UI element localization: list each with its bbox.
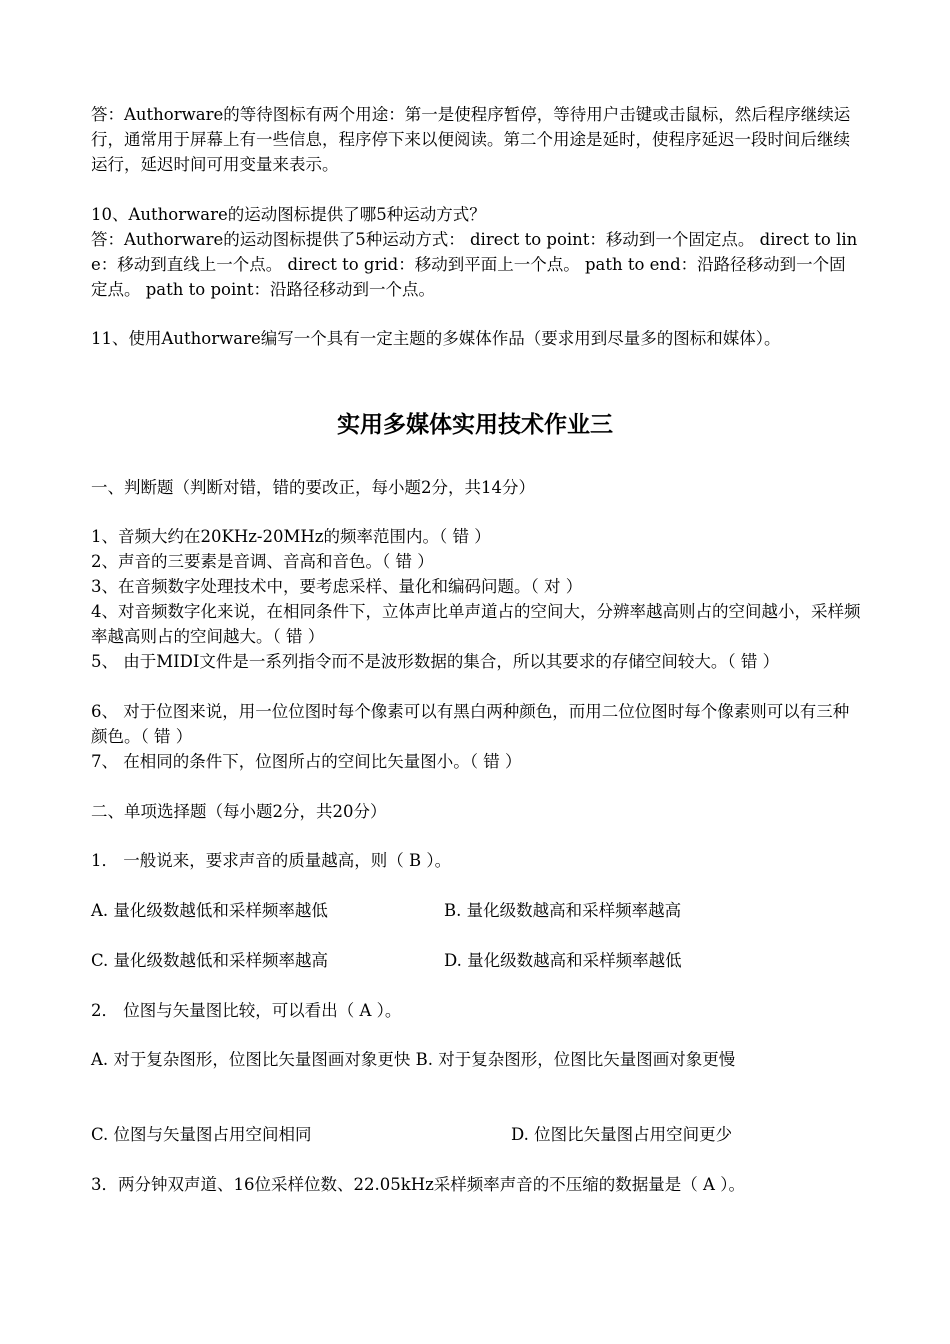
mc-q3-stem: 3．两分钟双声道、16位采样位数、22.05kHz采样频率声音的不压缩的数据量是（ A ）。 <box>91 1175 745 1194</box>
mc-q2-option-d: D. 位图比矢量图占用空间更少 <box>511 1125 733 1144</box>
part2-heading: 二、单项选择题（每小题2分，共20分） <box>91 802 387 821</box>
question-10: 10、Authorware的运动图标提供了哪5种运动方式？ <box>91 205 486 224</box>
mc-q1-option-a: A. 量化级数越低和采样频率越低 <box>91 901 328 920</box>
mc-q1-stem: 1． 一般说来，要求声音的质量越高，则（ B ）。 <box>91 851 452 870</box>
part1-heading: 一、判断题（判断对错，错的要改正，每小题2分，共14分） <box>91 478 535 497</box>
mc-q2-stem: 2． 位图与矢量图比较，可以看出（ A ）。 <box>91 1001 402 1020</box>
page-title: 实用多媒体实用技术作业三 <box>337 411 613 438</box>
tf-item-1: 1、音频大约在20KHz-20MHz的频率范围内。（ 错 ） <box>91 527 491 546</box>
tf-item-4: 4、对音频数字化来说，在相同条件下，立体声比单声道占的空间大，分辨率越高则占的空间越小，采样频率越高则占的空间越大。（ 错 ） <box>91 602 861 646</box>
tf-item-5: 5、 由于MIDI文件是一系列指令而不是波形数据的集合，所以其要求的存储空间较大。（ 错 ） <box>91 652 780 671</box>
answer-10: 答：Authorware的运动图标提供了5种运动方式： direct to point：移动到一个固定点。 direct to line：移动到直线上一个点。 direct to grid：移动到平面上一个点。 path to end：沿路径移动到一个固定点。 path to point：沿路径移动到一个点。 <box>91 230 858 299</box>
mc-q2-options-ab: A. 对于复杂图形，位图比矢量图画对象更快 B. 对于复杂图形，位图比矢量图画对象更慢 <box>91 1050 736 1069</box>
tf-item-7: 7、 在相同的条件下，位图所占的空间比矢量图小。（ 错 ） <box>91 752 522 771</box>
mc-q2-option-c: C. 位图与矢量图占用空间相同 <box>91 1125 312 1144</box>
question-11: 11、使用Authorware编写一个具有一定主题的多媒体作品（要求用到尽量多的图标和媒体）。 <box>91 329 781 348</box>
mc-q1-option-d: D. 量化级数越高和采样频率越低 <box>444 951 682 970</box>
mc-q1-option-c: C. 量化级数越低和采样频率越高 <box>91 951 329 970</box>
tf-item-2: 2、声音的三要素是音调、音高和音色。（ 错 ） <box>91 552 434 571</box>
tf-item-6: 6、 对于位图来说，用一位位图时每个像素可以有黑白两种颜色，而用二位位图时每个像素则可以有三种颜色。（ 错 ） <box>91 702 850 746</box>
mc-q1-option-b: B. 量化级数越高和采样频率越高 <box>444 901 682 920</box>
tf-item-3: 3、在音频数字处理技术中，要考虑采样、量化和编码问题。（ 对 ） <box>91 577 583 596</box>
answer-9: 答：Authorware的等待图标有两个用途：第一是使程序暂停，等待用户击键或击鼠标，然后程序继续运行，通常用于屏幕上有一些信息，程序停下来以便阅读。第二个用途是延时，使程序延迟一段时间后继续运行，延迟时间可用变量来表示。 <box>91 105 851 174</box>
